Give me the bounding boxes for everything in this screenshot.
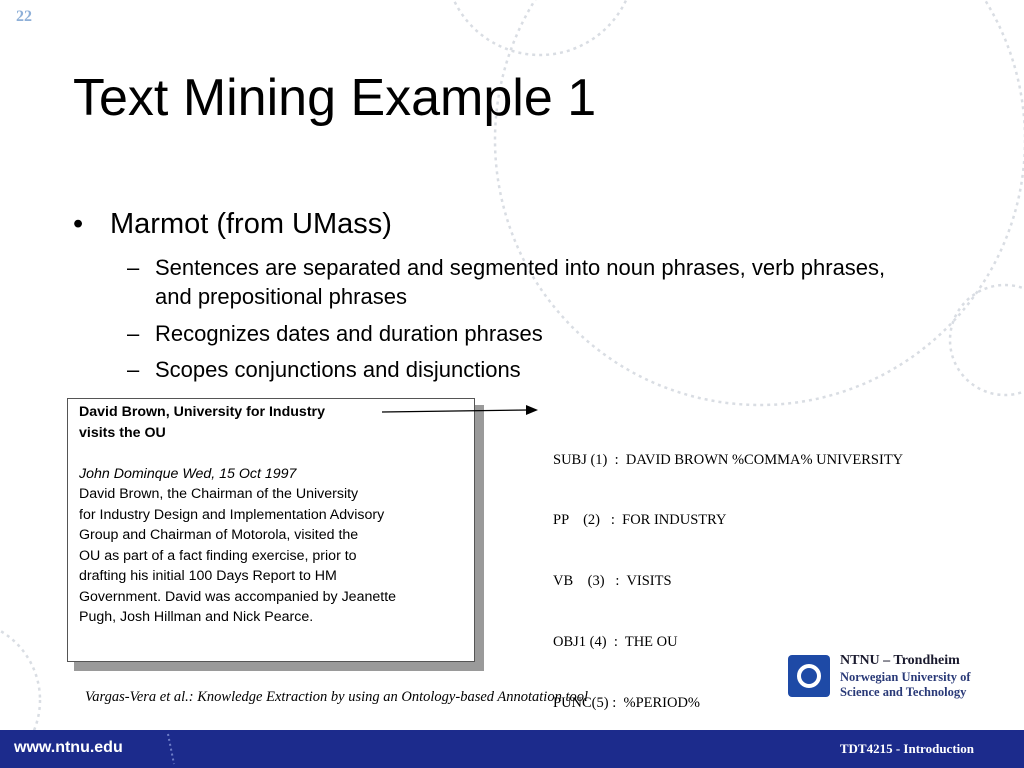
parse-line: OBJ1 (4) : THE OU [553, 634, 678, 651]
body-line: Group and Chairman of Motorola, visited the [79, 527, 359, 543]
headline-line: David Brown, University for Industry [79, 404, 325, 420]
footer-bar [0, 730, 1024, 768]
body-line: OU as part of a fact finding exercise, prior to [79, 547, 357, 564]
subpoint-text: Recognizes dates and duration phrases [155, 321, 543, 346]
footer-decor-icon [160, 730, 190, 768]
citation: Vargas-Vera et al.: Knowledge Extraction by using an Ontology-based Annotation tool [85, 689, 589, 705]
arrow-connector [380, 400, 550, 430]
parse-line: VB (3) : VISITS [553, 573, 672, 590]
bullet-text: Marmot (from UMass) [110, 208, 392, 240]
parse-line: PP (2) : FOR INDUSTRY [553, 512, 727, 529]
slide-title: Text Mining Example 1 [73, 69, 597, 127]
body-line: for Industry Design and Implementation Advisory [79, 506, 385, 523]
example-text-box [67, 398, 475, 662]
body-line: Pugh, Josh Hillman and Nick Pearce. [79, 609, 314, 625]
bullet-item [73, 208, 392, 241]
ntnu-logo-icon [788, 655, 830, 697]
logo-subtitle [840, 670, 971, 700]
logo-line1: NTNU – Trondheim [840, 653, 960, 668]
parse-line: SUBJ (1) : DAVID BROWN %COMMA% UNIVERSITY [553, 451, 904, 468]
logo-line3: Science and Technology [840, 685, 967, 699]
slide-number: 22 [16, 8, 32, 25]
logo-line2: Norwegian University of [840, 670, 971, 684]
body-line: Government. David was accompanied by Jeanette [79, 588, 397, 605]
body-line: David Brown, the Chairman of the University [79, 486, 359, 502]
footer-course: TDT4215 - Introduction [839, 741, 974, 756]
byline: John Dominque Wed, 15 Oct 1997 [79, 465, 297, 482]
headline-line: visits the OU [79, 424, 166, 441]
footer-url[interactable]: www.ntnu.edu [14, 739, 123, 756]
subpoint-text: Scopes conjunctions and disjunctions [155, 357, 521, 382]
bullet-dot: • [73, 208, 84, 240]
parse-line: PUNC(5) : %PERIOD% [553, 695, 701, 712]
subpoint-text: Sentences are separated and segmented into noun phrases, verb phrases, and prepositional phrases [155, 255, 886, 309]
body-line: drafting his initial 100 Days Report to HM [79, 568, 337, 584]
